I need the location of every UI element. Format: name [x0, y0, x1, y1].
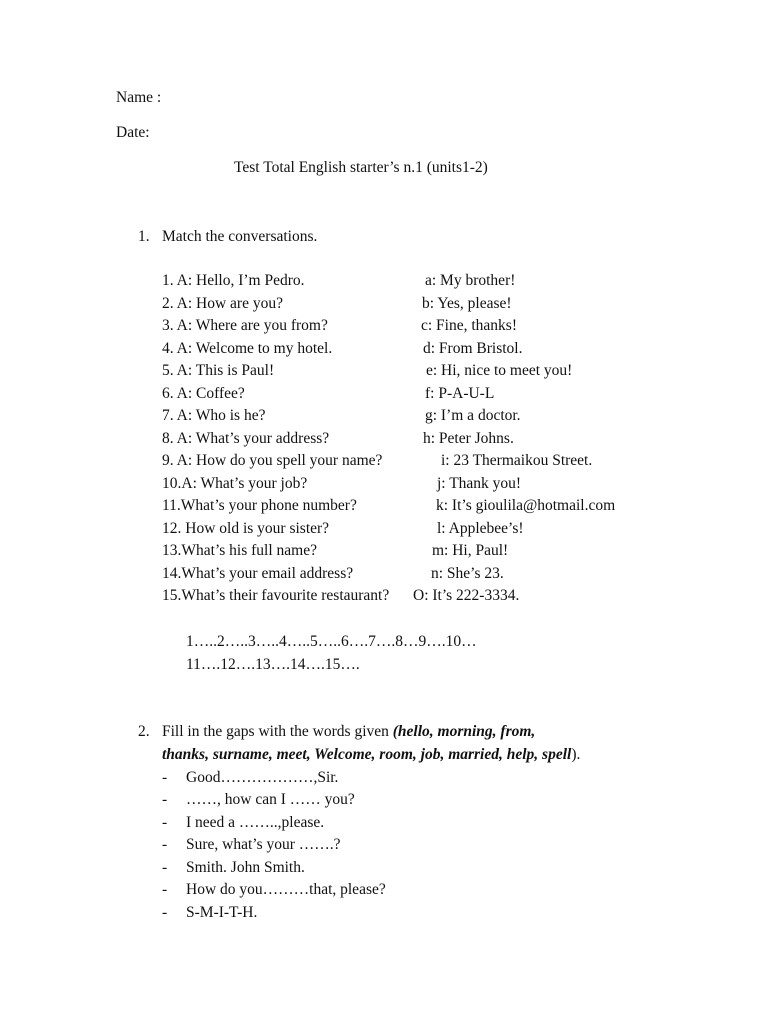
question-item: 4. A: Welcome to my hotel.: [162, 340, 333, 357]
date-label: Date:: [116, 124, 150, 141]
gap-fill-item: S-M-I-T-H.: [186, 904, 258, 921]
question-item: 5. A: This is Paul!: [162, 362, 275, 379]
section-2-heading-line-1: [162, 724, 535, 740]
question-item: 15.What’s their favourite restaurant?: [162, 587, 390, 604]
question-item: 6. A: Coffee?: [162, 385, 245, 402]
answer-item: f: P-A-U-L: [425, 385, 495, 402]
gap-fill-item: Good………………,Sir.: [186, 769, 339, 786]
page-title: Test Total English starter’s n.1 (units1-2): [234, 159, 488, 176]
list-bullet: -: [162, 859, 168, 876]
answer-item: j: Thank you!: [437, 475, 522, 492]
question-item: 3. A: Where are you from?: [162, 317, 328, 334]
section-2-number: 2.: [138, 723, 150, 740]
list-bullet: -: [162, 814, 168, 831]
list-bullet: -: [162, 904, 168, 921]
answer-item: O: It’s 222-3334.: [413, 587, 520, 604]
answer-item: m: Hi, Paul!: [432, 542, 509, 559]
answer-item: d: From Bristol.: [423, 340, 523, 357]
answer-item: k: It’s gioulila@hotmail.com: [436, 497, 616, 514]
section-2-heading-line-2: [162, 747, 580, 763]
answer-item: n: She’s 23.: [431, 565, 504, 582]
section-2-heading-suffix: ).: [571, 746, 581, 763]
question-item: 10.A: What’s your job?: [162, 475, 308, 492]
answer-item: e: Hi, nice to meet you!: [426, 362, 573, 379]
answer-item: l: Applebee’s!: [437, 520, 524, 537]
answer-item: c: Fine, thanks!: [421, 317, 517, 334]
answer-key-line-2: 11….12….13….14….15….: [186, 656, 360, 673]
word-list-line-1: (hello, morning, from,: [392, 723, 536, 740]
question-item: 1. A: Hello, I’m Pedro.: [162, 272, 305, 289]
question-item: 14.What’s your email address?: [162, 565, 354, 582]
list-bullet: -: [162, 791, 168, 808]
answer-item: g: I’m a doctor.: [425, 407, 521, 424]
gap-fill-item: ……, how can I …… you?: [186, 791, 355, 808]
gap-fill-item: How do you………that, please?: [186, 881, 386, 898]
gap-fill-item: Smith. John Smith.: [186, 859, 305, 876]
list-bullet: -: [162, 836, 168, 853]
question-item: 9. A: How do you spell your name?: [162, 452, 383, 469]
question-item: 13.What’s his full name?: [162, 542, 317, 559]
section-1-heading: Match the conversations.: [162, 228, 318, 245]
question-item: 7. A: Who is he?: [162, 407, 266, 424]
question-item: 2. A: How are you?: [162, 295, 283, 312]
word-list-line-2: thanks, surname, meet, Welcome, room, job, married, help, spell: [162, 746, 572, 763]
question-item: 11.What’s your phone number?: [162, 497, 357, 514]
list-bullet: -: [162, 769, 168, 786]
section-1-number: 1.: [138, 228, 150, 245]
section-2-heading-prefix: Fill in the gaps with the words given: [162, 723, 393, 740]
question-item: 8. A: What’s your address?: [162, 430, 330, 447]
answer-item: i: 23 Thermaikou Street.: [441, 452, 593, 469]
answer-key-line-1: 1…..2…..3…..4…..5…..6….7….8…9….10…: [186, 633, 477, 650]
answer-item: b: Yes, please!: [422, 295, 512, 312]
gap-fill-item: I need a ……..,please.: [186, 814, 325, 831]
answer-item: h: Peter Johns.: [423, 430, 514, 447]
list-bullet: -: [162, 881, 168, 898]
name-label: Name :: [116, 89, 162, 106]
answer-item: a: My brother!: [425, 272, 516, 289]
gap-fill-item: Sure, what’s your …….?: [186, 836, 341, 853]
question-item: 12. How old is your sister?: [162, 520, 330, 537]
